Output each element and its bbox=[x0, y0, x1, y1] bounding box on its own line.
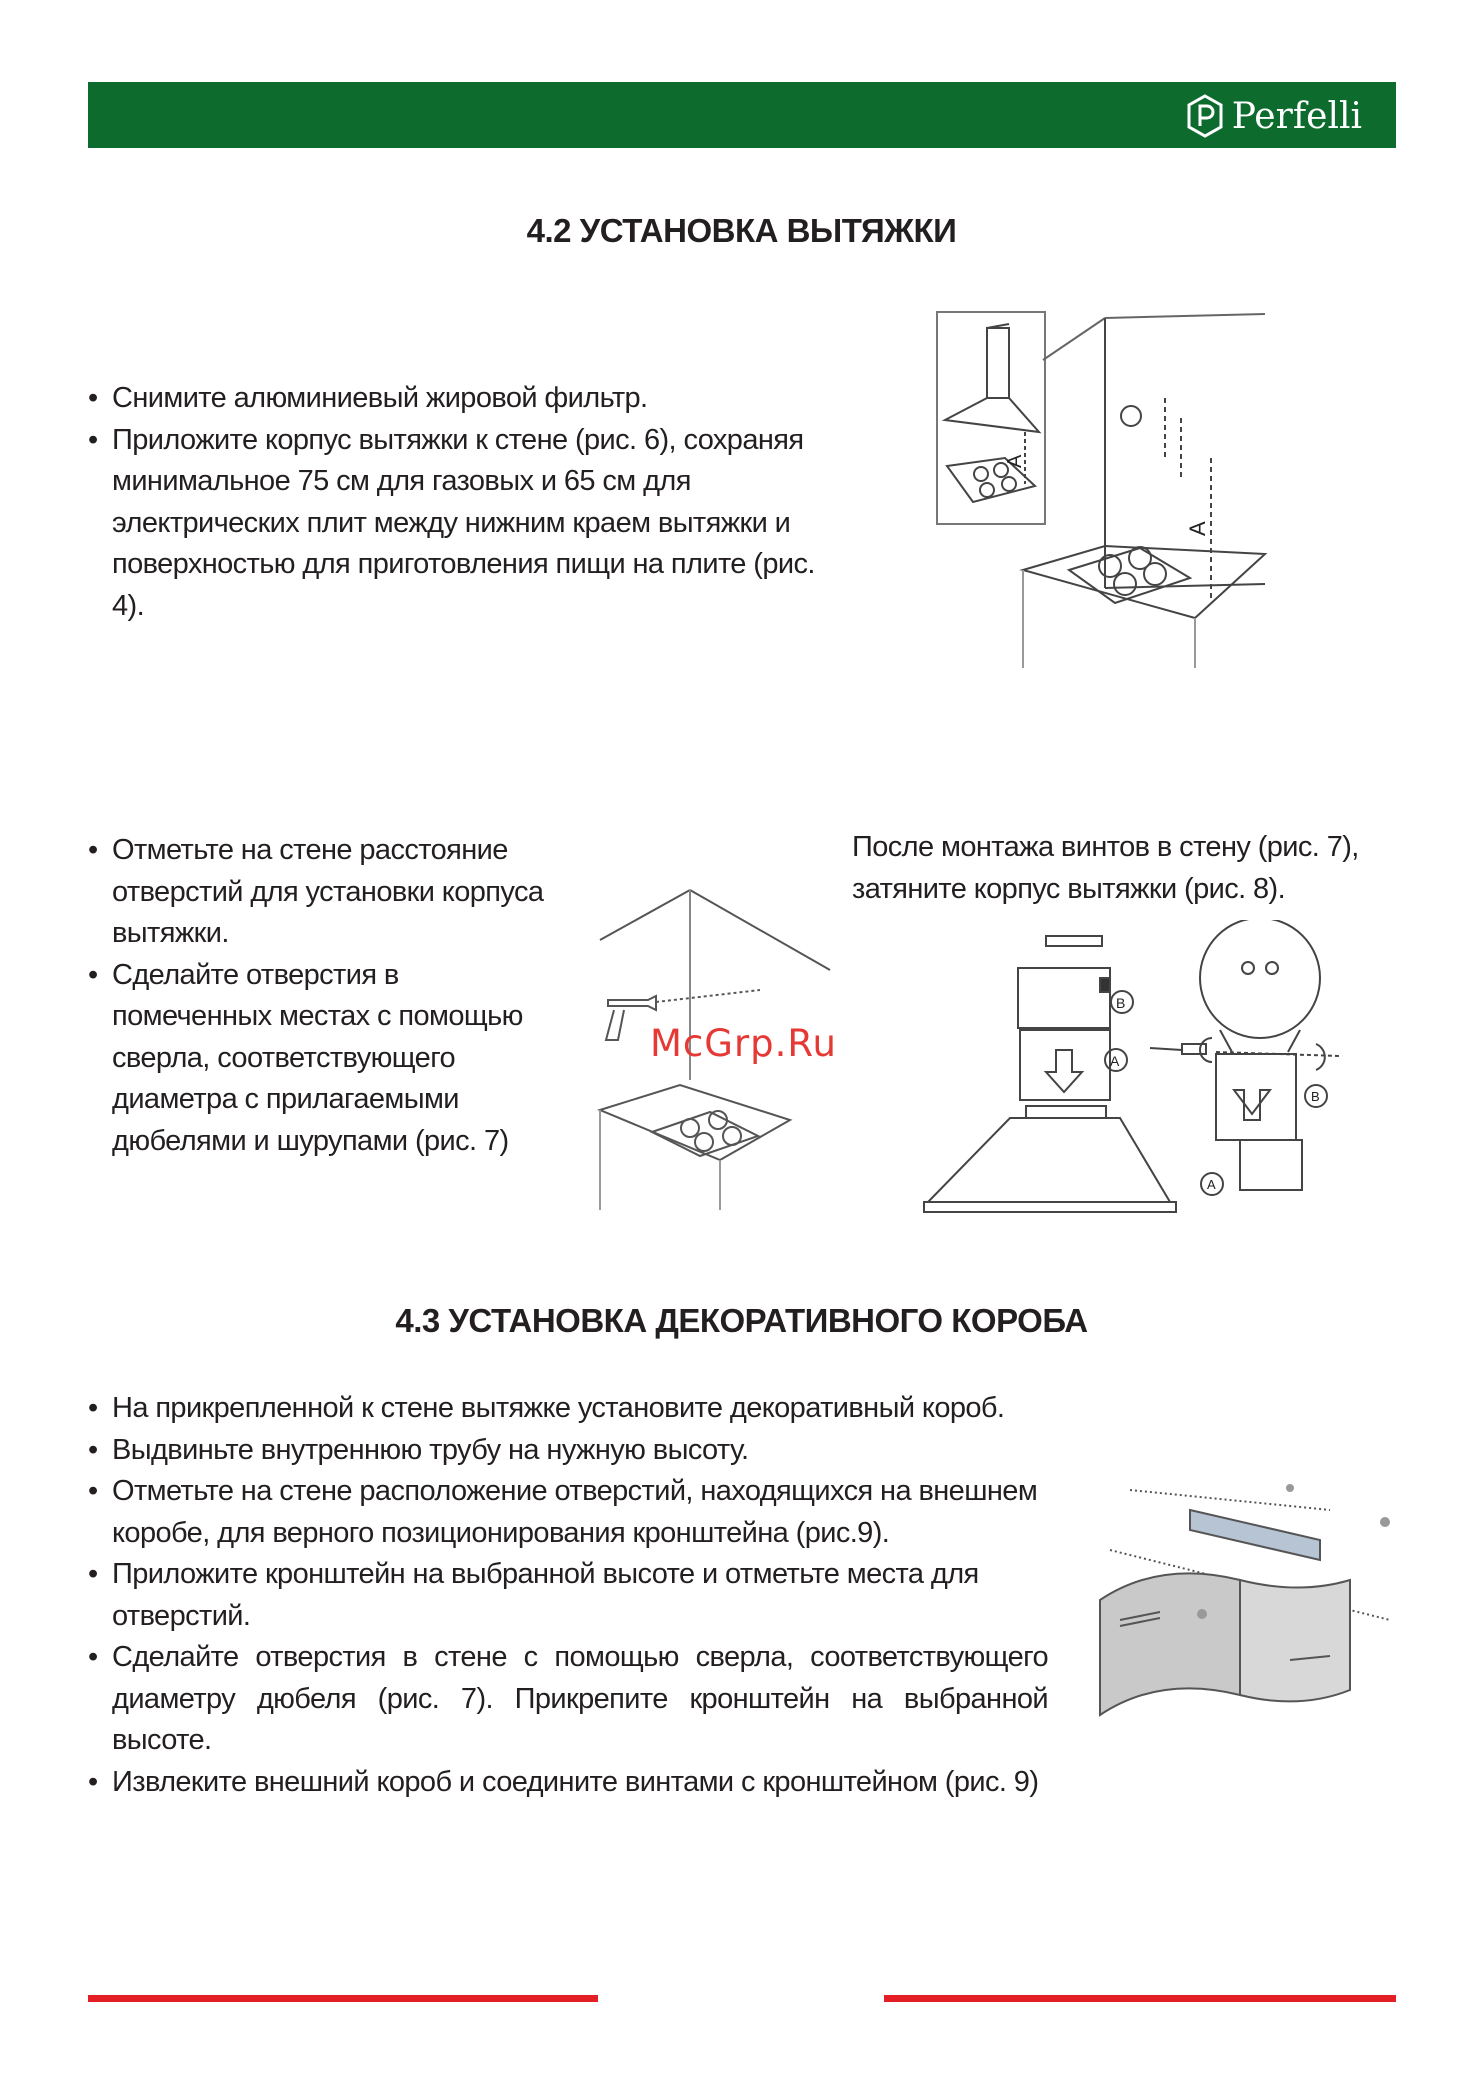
list-item: • На прикрепленной к стене вытяжке установите декоративный короб. bbox=[88, 1388, 1048, 1430]
footer-line-right bbox=[884, 1995, 1396, 2002]
section-42-title: 4.2 УСТАНОВКА ВЫТЯЖКИ bbox=[526, 212, 957, 249]
dim-label-a-small: A bbox=[1004, 454, 1026, 468]
brand-logo bbox=[1186, 94, 1362, 138]
part-label-a-2: A bbox=[1207, 1177, 1216, 1192]
part-label-b-2: B bbox=[1311, 1089, 1320, 1104]
list-item: • Снимите алюминиевый жировой фильтр. bbox=[88, 378, 848, 420]
section-42-bullets-b bbox=[88, 830, 558, 1162]
brand-name: Perfelli bbox=[1231, 95, 1362, 137]
list-item: • Сделайте отверстия в помеченных местах с помощью сверла, соответствующего диаметра с прилагаемыми дюбелями и шурупами (рис. 7) bbox=[88, 955, 558, 1163]
part-label-a-1: A bbox=[1110, 1053, 1120, 1069]
decorative-box-figure bbox=[1090, 1480, 1410, 1740]
hood-height-figure bbox=[935, 308, 1295, 678]
list-item: • Отметьте на стене расположение отверстий, находящихся на внешнем коробе, для верного позиционирования кронштейна (рис.9). bbox=[88, 1471, 1048, 1554]
section-42-bullets-a bbox=[88, 378, 848, 627]
perfelli-p-icon bbox=[1186, 94, 1224, 138]
after-mount-text: После монтажа винтов в стену (рис. 7), затяните корпус вытяжки (рис. 8). bbox=[852, 831, 1359, 905]
hood-assembly-figure bbox=[920, 920, 1340, 1220]
part-label-b-1: B bbox=[1116, 995, 1126, 1011]
watermark: McGrp.Ru bbox=[650, 1022, 837, 1065]
dim-label-a-main: A bbox=[1185, 521, 1210, 536]
list-item: • Приложите кронштейн на выбранной высоте и отметьте места для отверстий. bbox=[88, 1554, 1048, 1637]
section-43-title: 4.3 УСТАНОВКА ДЕКОРАТИВНОГО КОРОБА bbox=[395, 1302, 1088, 1339]
list-item: • Приложите корпус вытяжки к стене (рис. 6), сохраняя минимальное 75 см для газовых и 65 см для электрических плит между нижним краем вытяжки и поверхностью для приготовления пищи на плите (рис. 4). bbox=[88, 420, 848, 628]
footer-line-left bbox=[88, 1995, 598, 2002]
list-item: • Сделайте отверстия в стене с помощью сверла, соответствующего диаметру дюбеля (рис. 7). Прикрепите кронштейн на выбранной высоте. bbox=[88, 1637, 1048, 1762]
list-item: • Отметьте на стене расстояние отверстий для установки корпуса вытяжки. bbox=[88, 830, 558, 955]
list-item: • Извлеките внешний короб и соедините винтами с кронштейном (рис. 9) bbox=[88, 1762, 1048, 1804]
header-bar bbox=[88, 82, 1396, 148]
section-43-bullets bbox=[88, 1388, 1048, 1803]
list-item: • Выдвиньте внутреннюю трубу на нужную высоту. bbox=[88, 1430, 1048, 1472]
